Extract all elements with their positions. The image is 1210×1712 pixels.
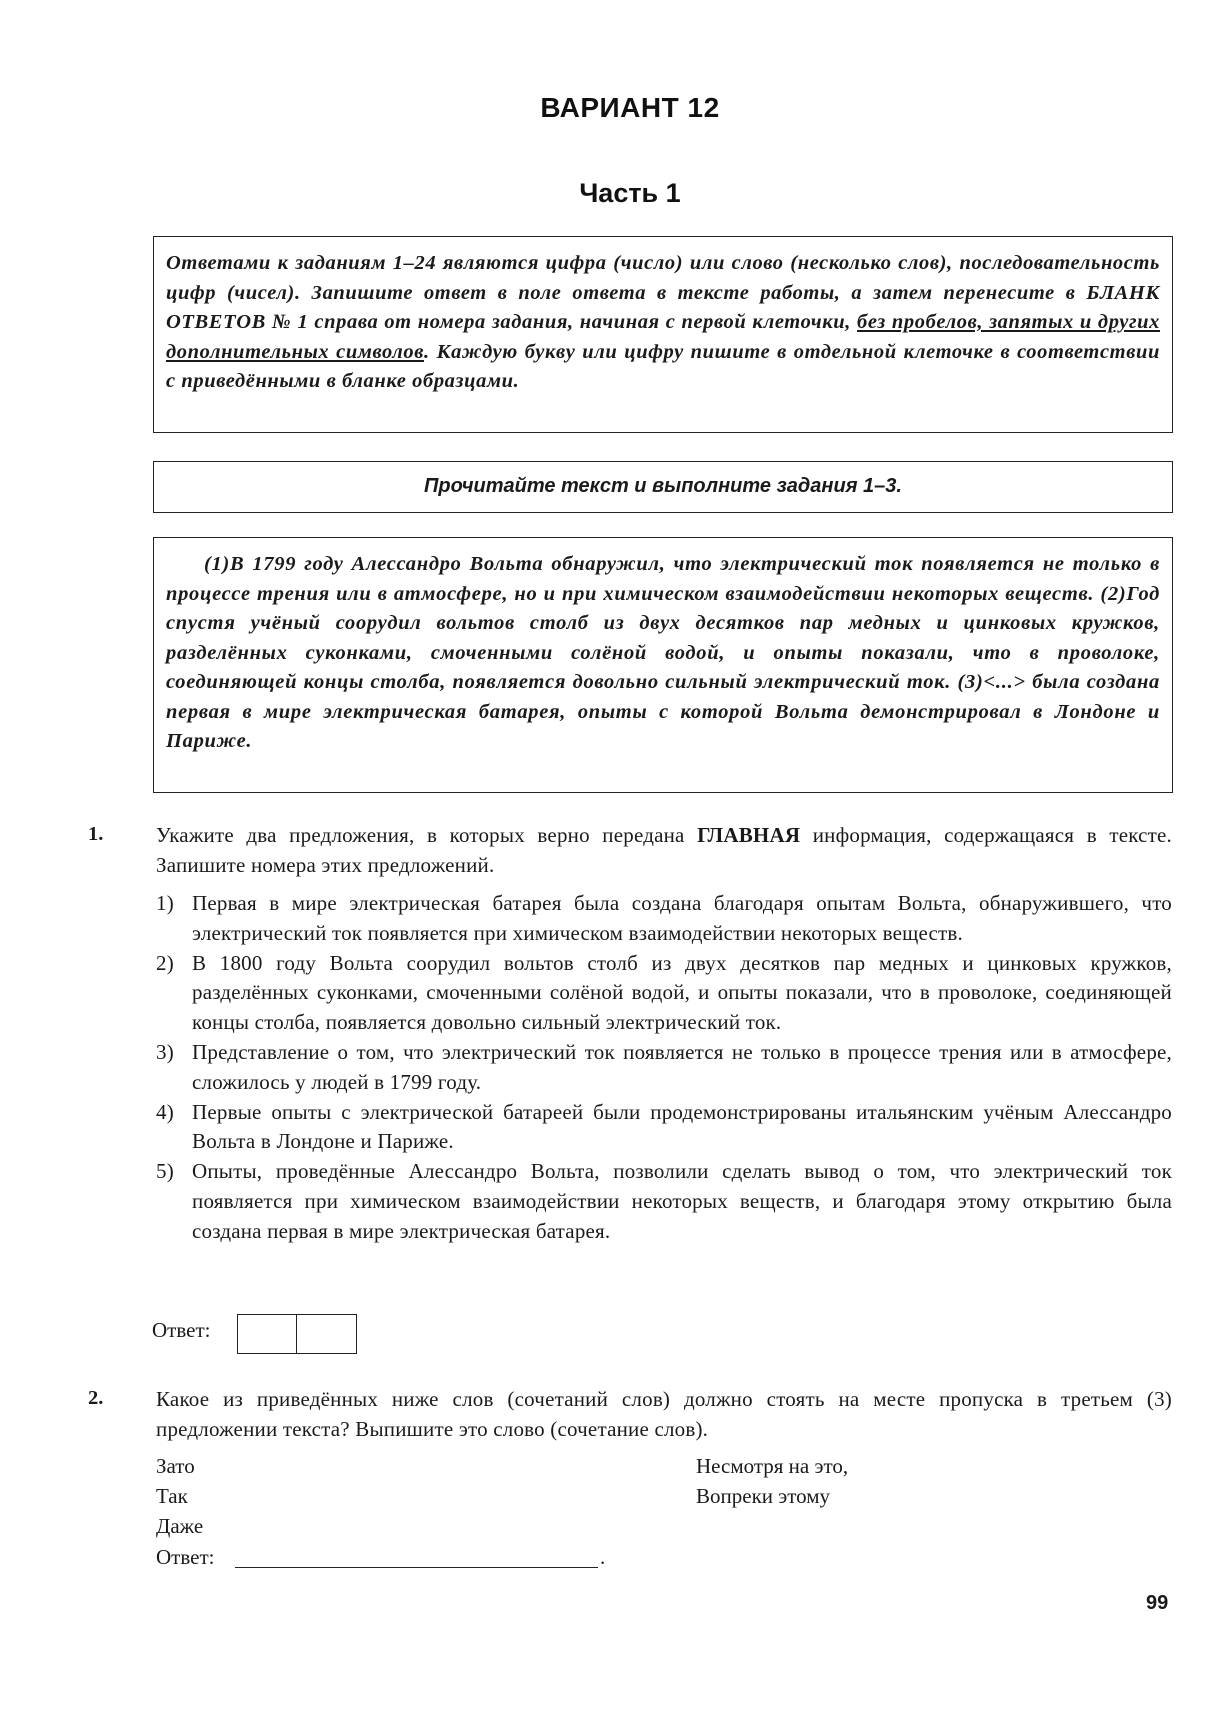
question-1-text-start: Укажите два предложения, в которых верно передана (156, 823, 698, 847)
option-number: 4) (156, 1099, 174, 1124)
instruction-text-start: Ответами к заданиям 1–24 являются цифра (число) или слово (несколько слов), последовательность цифр (чисел). Запишите ответ в поле ответа в тексте работы, а затем перенесите в БЛАНК ОТВЕТОВ № 1 справа от номера задания, начиная с первой клеточки, (166, 252, 1160, 333)
question-2-number: 2. (88, 1387, 104, 1409)
option-item (156, 1098, 1172, 1158)
option-text: Опыты, проведённые Алессандро Вольта, позволили сделать вывод о том, что электрический ток появляется при химическом взаимодействии некоторых веществ, и благодаря этому открытию была создана первая в мире электрическая батарея. (192, 1159, 1172, 1243)
task-header-box (153, 461, 1173, 513)
option-item (156, 949, 1172, 1038)
instruction-text (166, 249, 1160, 397)
option-item (156, 1038, 1172, 1098)
question-1-options (156, 889, 1172, 1247)
instruction-text-underlined: без пробелов, запятых и других дополнительных символов (166, 311, 1160, 363)
question-1-text (156, 820, 1172, 880)
instruction-box (153, 236, 1173, 433)
question-2-answer-line[interactable] (235, 1567, 598, 1568)
question-1-text-end: информация, содержащаяся в тексте. Запишите номера этих предложений. (156, 823, 1172, 877)
option-text: В 1800 году Вольта соорудил вольтов столб из двух десятков пар медных и цинковых кружков, разделённых суконками, смоченными солёной водой, и опыты показали, что в проволоке, соединяющей концы столба, появляется довольно сильный электрический ток. (192, 950, 1172, 1035)
choice-item: Вопреки этому (696, 1484, 831, 1508)
question-1-answer-label: Ответ: (152, 1318, 211, 1342)
instruction-text-end: . Каждую букву или цифру пишите в отдельной клеточке в соответствии с приведёнными в бланке образцами. (166, 340, 1160, 392)
option-text: Представление о том, что электрический ток появляется не только в процессе трения или в атмосфере, сложилось у людей в 1799 году. (192, 1039, 1172, 1094)
reading-text: (1)В 1799 году Алессандро Вольта обнаружил, что электрический ток появляется не только в процессе трения или в атмосфере, но и при химическом взаимодействии некоторых веществ. (2)Год спустя учёный соорудил вольтов столб из двух десятков пар медных и цинковых кружков, разделённых суконками, смоченными солёной водой, и опыты показали, что в проволоке, соединяющей концы столба, появляется довольно сильный электрический ток. (3)<...> была создана первая в мире электрическая батарея, опыты с которой Вольта демонстрировал в Лондоне и Париже. (166, 553, 1160, 752)
question-1-text-bold: ГЛАВНАЯ (697, 823, 801, 847)
reading-text-box (153, 537, 1173, 793)
variant-title: ВАРИАНТ 12 (540, 92, 720, 123)
choice-item: Так (156, 1484, 188, 1508)
question-2-text: Какое из приведённых ниже слов (сочетаний слов) должно стоять на месте пропуска в третьем (3) предложении текста? Выпишите это слово (сочетание слов). (156, 1387, 1172, 1441)
option-text: Первые опыты с электрической батареей были продемонстрированы итальянским учёным Алессандро Вольта в Лондоне и Париже. (192, 1099, 1172, 1154)
option-text: Первая в мире электрическая батарея была создана благодаря опытам Вольта, обнаружившего, что электрический ток появляется при химическом взаимодействии некоторых веществ. (192, 891, 1172, 945)
choice-item: Несмотря на это, (696, 1454, 849, 1478)
question-2-answer-end: . (600, 1545, 606, 1569)
option-number: 5) (156, 1159, 174, 1184)
question-1-answer-cells[interactable] (237, 1314, 357, 1354)
choice-item: Даже (156, 1514, 204, 1538)
choice-item: Зато (156, 1454, 195, 1478)
question-1-number: 1. (88, 823, 104, 845)
task-header: Прочитайте текст и выполните задания 1–3. (424, 475, 902, 497)
part-title: Часть 1 (579, 178, 681, 208)
page-number: 99 (1146, 1592, 1169, 1614)
option-item (156, 1157, 1172, 1246)
question-2-answer-label: Ответ: (156, 1545, 215, 1569)
option-item (156, 889, 1172, 949)
answer-cell-divider (296, 1315, 297, 1353)
option-number: 2) (156, 950, 174, 975)
option-number: 1) (156, 891, 174, 915)
option-number: 3) (156, 1039, 174, 1064)
